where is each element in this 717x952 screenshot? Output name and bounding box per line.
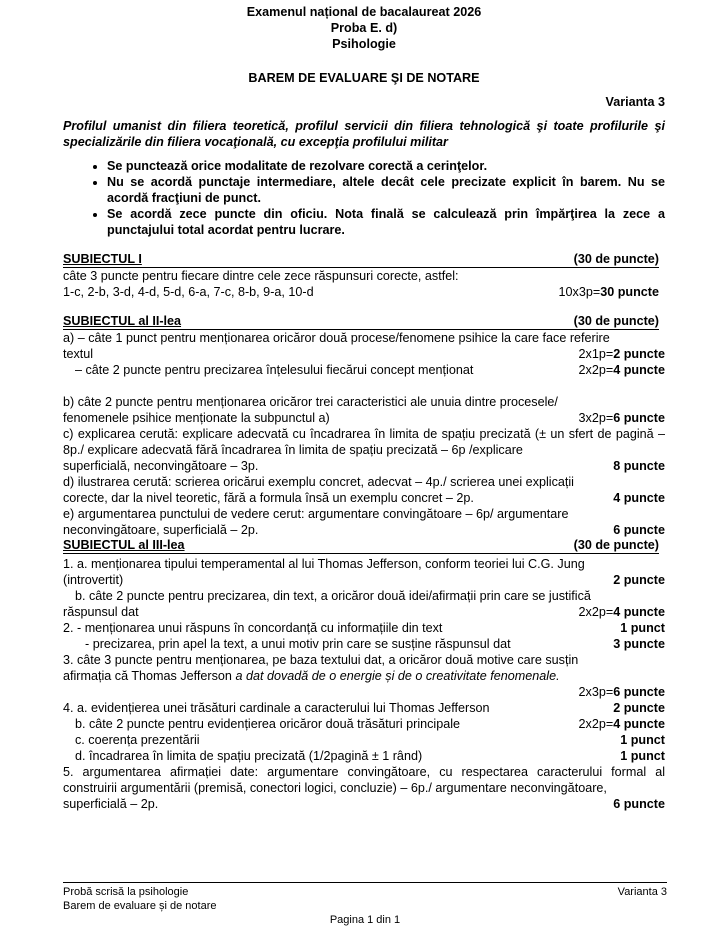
- s3-q3b: afirmația că Thomas Jefferson a dat dovadă de o energie și de o creativitate fenomenale.: [63, 669, 560, 683]
- s3-q3-score: 2x3p=6 puncte: [578, 685, 665, 699]
- s2-d1: d) ilustrarea cerută: scrierea oricărui exemplu concret, adecvat – 4p./ scrierea unei explicații: [63, 475, 574, 489]
- variant-label: Varianta 3: [605, 95, 665, 109]
- barem-title: BAREM DE EVALUARE ŞI DE NOTARE: [248, 71, 480, 85]
- s3-q4b-row: b. câte 2 puncte pentru evidențierea oricăror două trăsături principale 2x2p=4 puncte: [75, 717, 665, 731]
- footer-variant: Varianta 3: [617, 886, 667, 898]
- rules-list: [63, 158, 665, 238]
- section-1-header: [63, 252, 659, 268]
- s2-e-row: neconvingătoare, superficială – 2p. 6 puncte: [63, 523, 665, 537]
- s2-a2-row: – câte 2 puncte pentru precizarea înțelesului fiecărui concept menționat 2x2p=4 puncte: [75, 363, 665, 377]
- section-1-instruction: câte 3 puncte pentru fiecare dintre cele zece răspunsuri corecte, astfel:: [63, 269, 459, 283]
- footer-left-2: Barem de evaluare și de notare: [63, 900, 217, 912]
- section-1-title: SUBIECTUL I: [63, 252, 142, 266]
- s2-b-row: fenomenele psihice menționate la subpunctul a) 3x2p=6 puncte: [63, 411, 665, 425]
- section-2-header: [63, 314, 659, 330]
- s3-q4c-row: c. coerența prezentării 1 punct: [75, 733, 665, 747]
- s3-q4a-row: 4. a. evidențierea unei trăsături cardinale a caracterului lui Thomas Jefferson 2 puncte: [63, 701, 665, 715]
- section-3-header: [63, 538, 659, 554]
- section-1-points: (30 de puncte): [573, 252, 659, 266]
- s2-e1: e) argumentarea punctului de vedere cerut: argumentare convingătoare – 6p/ argumentare: [63, 507, 569, 521]
- exam-proba: Proba E. d): [330, 21, 398, 35]
- s2-c-row: superficială, neconvingătoare – 3p. 8 puncte: [63, 459, 665, 473]
- s3-q2a-row: 2. - menționarea unui răspuns în concordanță cu informațiile din text 1 punct: [63, 621, 665, 635]
- page-number: Pagina 1 din 1: [329, 914, 401, 926]
- rule-item: • Se punctează orice modalitate de rezolvare corectă a cerinţelor.: [107, 158, 665, 174]
- section-3-title: SUBIECTUL al III-lea: [63, 538, 185, 552]
- section-1-answers: 1-c, 2-b, 3-d, 4-d, 5-d, 6-a, 7-c, 8-b, 9-a, 10-d: [63, 285, 314, 299]
- profile-text: Profilul umanist din filiera teoretică, profilul servicii din filiera tehnologică şi toate profilurile şi specializările din filiera vocaţională, cu excepţia profilului militar: [63, 119, 665, 149]
- rule-item: • Se acordă zece puncte din oficiu. Nota finală se calculează prin împărţirea la zece a punctajului total acordat pentru lucrare.: [107, 206, 665, 238]
- section-1-score: 10x3p=30 puncte: [558, 285, 659, 299]
- s3-q1a-row: (introvertit) 2 puncte: [63, 573, 665, 587]
- rule-item: • Nu se acordă punctaje intermediare, altele decât cele precizate explicit în barem. Nu se acordă fracţiuni de punct.: [107, 174, 665, 206]
- s3-q2b-row: - precizarea, prin apel la text, a unui motiv prin care se susține răspunsul dat 3 puncte: [85, 637, 665, 651]
- document-page: [63, 4, 665, 812]
- s3-q1a: 1. a. menționarea tipului temperamental al lui Thomas Jefferson, conform teoriei lui C.G. Jung: [63, 557, 585, 571]
- s3-q3: 3. câte 3 puncte pentru menționarea, pe baza textului dat, a oricăror două motive care susțin: [63, 653, 579, 667]
- footer-left-1: Probă scrisă la psihologie: [63, 886, 189, 898]
- exam-subject: Psihologie: [332, 37, 396, 51]
- section-1-answers-row: [63, 284, 665, 300]
- s3-q1b: b. câte 2 puncte pentru precizarea, din text, a oricăror două idei/afirmații prin care se justifică: [75, 589, 591, 603]
- s3-q5-row: superficială – 2p. 6 puncte: [63, 797, 665, 811]
- s3-q4d-row: d. încadrarea în limita de spațiu precizată (1/2pagină ± 1 rând) 1 punct: [75, 749, 665, 763]
- s3-q1b-row: răspunsul dat 2x2p=4 puncte: [63, 605, 665, 619]
- section-3-points: (30 de puncte): [573, 538, 659, 552]
- s2-b1: b) câte 2 puncte pentru menționarea oricăror trei caracteristici ale unuia dintre procesele/: [63, 395, 558, 409]
- footer-divider: [63, 882, 667, 883]
- section-2-title: SUBIECTUL al II-lea: [63, 314, 182, 328]
- s2-d-row: corecte, dar la nivel teoretic, fără a formula însă un exemplu concret – 2p. 4 puncte: [63, 491, 665, 505]
- section-2-points: (30 de puncte): [573, 314, 659, 328]
- s2-a1-row: textul 2x1p=2 puncte: [63, 347, 665, 361]
- footer: [63, 885, 667, 927]
- s3-q5: 5. argumentarea afirmației date: argumentare convingătoare, cu respectarea caracterului formal al construirii argumentării (premisă, conectori logici, concluzie) – 6p./ argumentare neconvingătoare,: [63, 765, 665, 795]
- s2-c1: c) explicarea cerută: explicare adecvată cu încadrarea în limita de spațiu precizată (± un sfert de pagină – 8p./ explicare adecvată fără încadrarea în limita de spațiu precizată – 6p /explicare: [63, 427, 665, 457]
- exam-title: Examenul național de bacalaureat 2026: [246, 5, 482, 19]
- s2-a1: a) – câte 1 punct pentru menționarea oricăror două procese/fenomene psihice la care face referire: [63, 331, 610, 345]
